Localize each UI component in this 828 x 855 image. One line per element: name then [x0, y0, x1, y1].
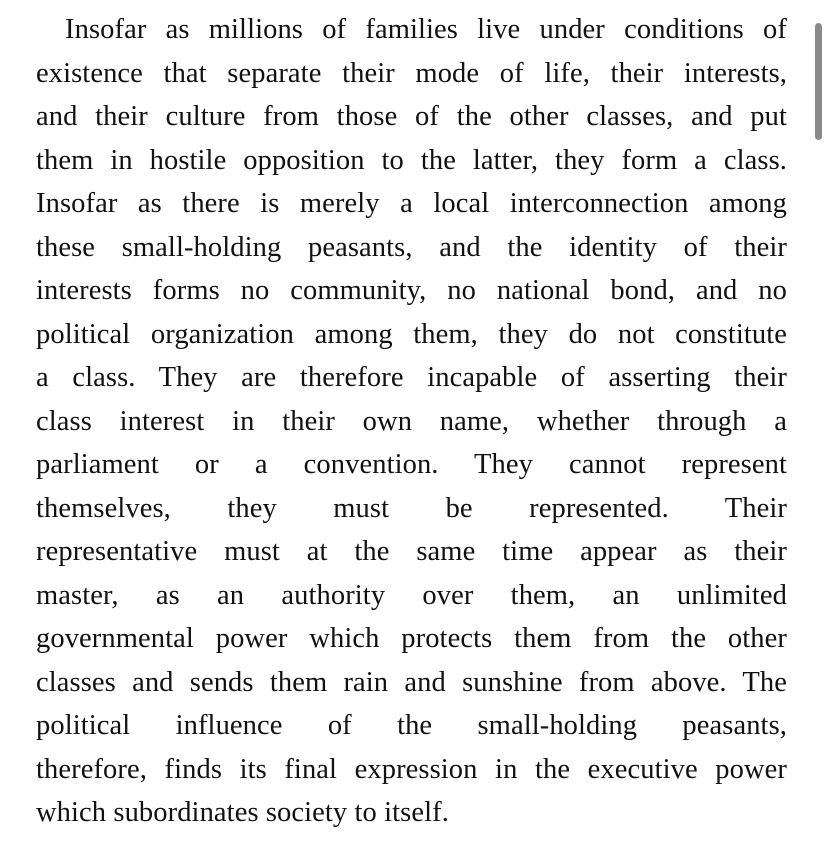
text-line: class interest in their own name, whether through a	[36, 405, 787, 437]
text-line: governmental power which protects them from the other	[36, 623, 787, 654]
text-line: representative must at the same time appear as their	[36, 536, 787, 567]
text-line: Insofar as millions of families live under conditions of	[65, 14, 787, 45]
text-line: themselves, they must be represented. Their	[36, 492, 787, 524]
text-line: master, as an authority over them, an unlimited	[36, 579, 787, 611]
text-line: existence that separate their mode of life, their interests,	[36, 57, 787, 89]
text-line: political influence of the small-holding peasants,	[36, 710, 787, 741]
text-line: therefore, finds its final expression in the executive power	[36, 753, 787, 785]
text-line: which subordinates society to itself.	[36, 797, 449, 828]
text-line: and their culture from those of the other classes, and put	[36, 101, 787, 132]
text-line: parliament or a convention. They cannot represent	[36, 449, 787, 480]
text-line: political organization among them, they do not constitute	[36, 318, 787, 350]
text-line: Insofar as there is merely a local interconnection among	[36, 188, 787, 219]
text-line: a class. They are therefore incapable of asserting their	[36, 362, 787, 393]
scrollbar-thumb[interactable]	[815, 23, 822, 140]
body-paragraph	[36, 8, 787, 835]
text-line: these small-holding peasants, and the identity of their	[36, 231, 787, 263]
text-line: them in hostile opposition to the latter, they form a class.	[36, 144, 787, 176]
text-line: classes and sends them rain and sunshine from above. The	[36, 666, 787, 698]
text-line: interests forms no community, no national bond, and no	[36, 275, 787, 306]
